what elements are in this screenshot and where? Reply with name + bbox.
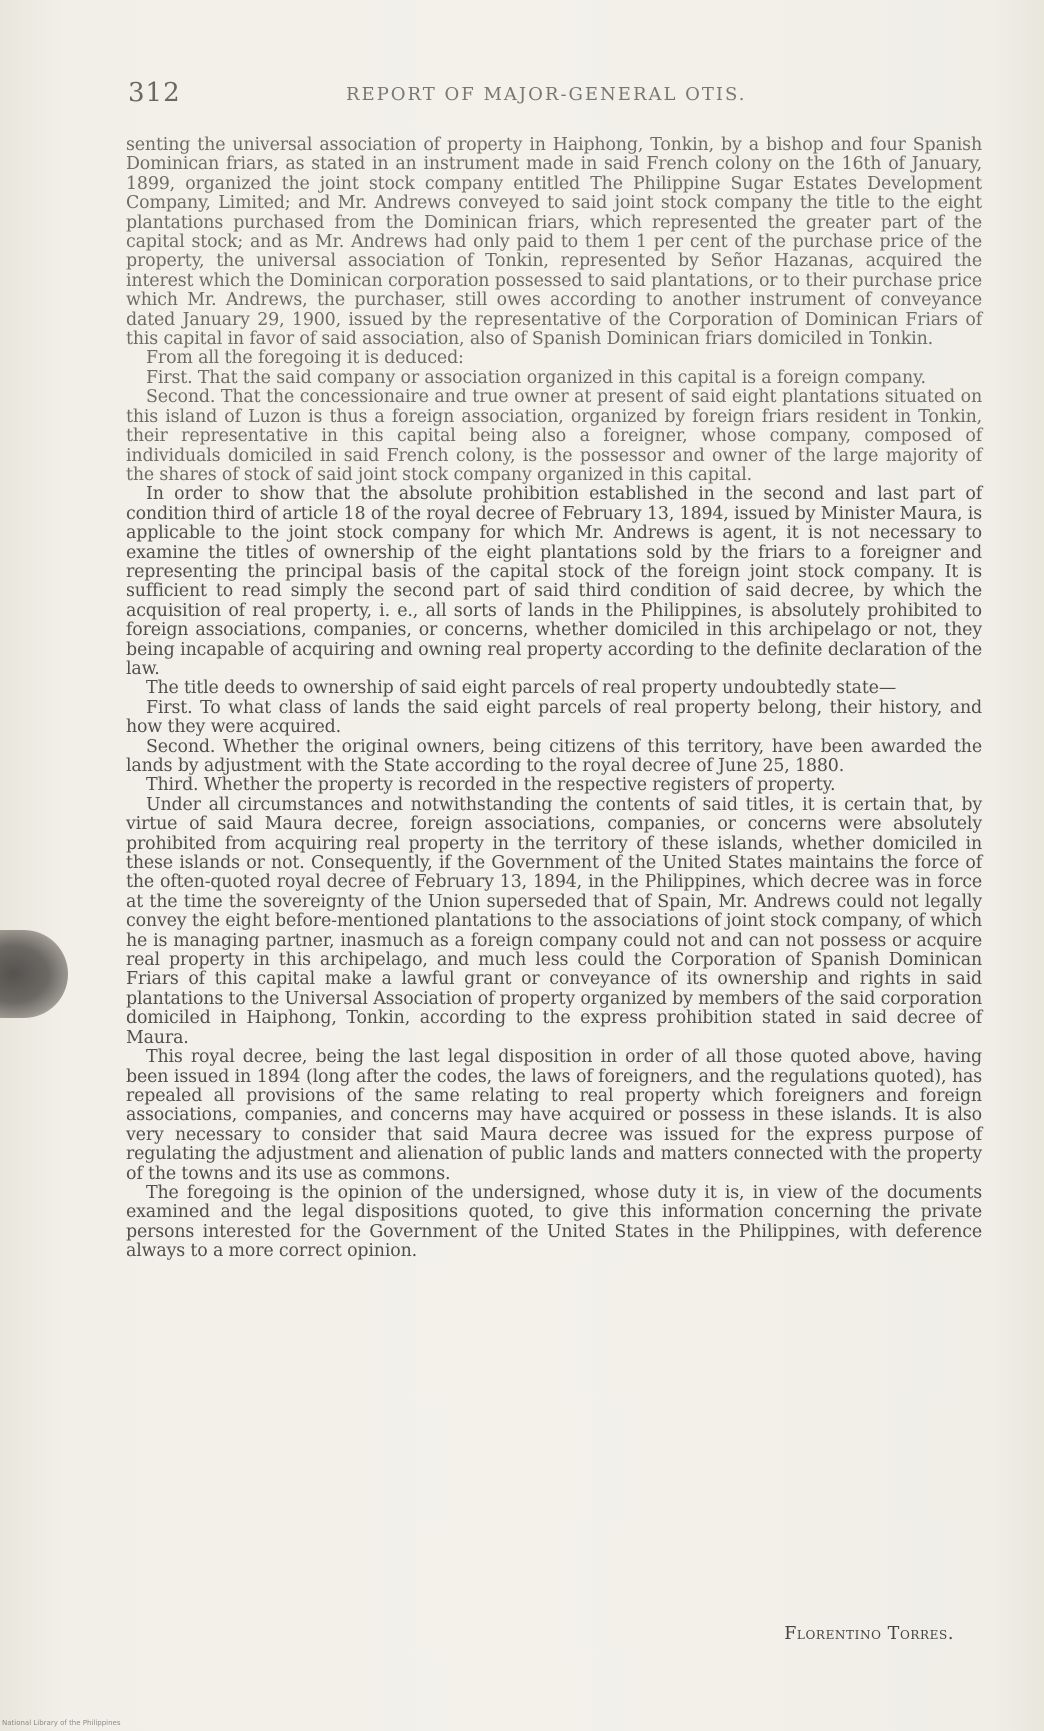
paragraph: Second. That the concessionaire and true owner at present of said eight plantations situated on this island of Luzon is thus a foreign association, organized by foreign friars resident in Tonkin, their representative in this capital being also a foreigner, whose company, composed of individuals domiciled in said French colony, is the possessor and owner of the large majority of the shares of stock of said joint stock company organized in this capital. (126, 387, 982, 485)
paragraph: This royal decree, being the last legal disposition in order of all those quoted above, having been issued in 1894 (long after the codes, the laws of foreigners, and the regulations quoted), has repealed all provisions of the same relating to real property which foreigners and foreign associations, companies, and concerns may have acquired or possess in these islands. It is also very necessary to consider that said Maura decree was issued for the express purpose of regulating the adjustment and alienation of public lands and matters connected with the property of the towns and its use as commons. (126, 1047, 982, 1184)
body-text (126, 136, 982, 1262)
paragraph: From all the foregoing it is deduced: (146, 348, 464, 369)
paragraph: Third. Whether the property is recorded in the respective registers of property. (146, 775, 836, 796)
footer-note: National Library of the Philippines (2, 1719, 121, 1727)
paragraph: senting the universal association of property in Haiphong, Tonkin, by a bishop and four Spanish Dominican friars, as stated in an instrument made in said French colony on the 16th of January, 1899, organized the joint stock company entitled The Philippine Sugar Estates Development Company, Limited; and Mr. Andrews conveyed to said joint stock company the title to the eight plantations purchased from the Dominican friars, which represented the greater part of the capital stock; and as Mr. Andrews had only paid to them 1 per cent of the purchase price of the property, the universal association of Tonkin, represented by Señor Hazanas, acquired the interest which the Dominican corporation possessed to said plantations, or to their purchase price which Mr. Andrews, the purchaser, still owes according to another instrument of conveyance dated January 29, 1900, issued by the representative of the Corporation of Dominican Friars of this capital in favor of said association, also of Spanish Dominican friars domiciled in Tonkin. (126, 135, 982, 350)
running-head: REPORT OF MAJOR-GENERAL OTIS. (346, 84, 747, 105)
paragraph: First. That the said company or association organized in this capital is a foreign company. (146, 367, 926, 388)
page-number: 312 (128, 78, 181, 108)
page-header (128, 78, 978, 114)
signature: Florentino Torres. (784, 1624, 954, 1644)
paragraph: The title deeds to ownership of said eight parcels of real property undoubtedly state— (146, 678, 897, 699)
paragraph: Under all circumstances and notwithstanding the contents of said titles, it is certain that, by virtue of said Maura decree, foreign associations, companies, or concerns were absolutely prohibited from acquiring real property in the territory of these islands, whether domiciled in these islands or not. Consequently, if the Government of the United States maintains the force of the often-quoted royal decree of February 13, 1894, in the Philippines, which decree was in force at the time the sovereignty of the Union superseded that of Spain, Mr. Andrews could not legally convey the eight before-mentioned plantations to the associations of joint stock company, of which he is managing partner, inasmuch as a foreign company could not and can not possess or acquire real property in this archipelago, and much less could the Corporation of Spanish Dominican Friars of this capital make a lawful grant or conveyance of its ownership and rights in said plantations to the Universal Association of property organized by members of the said corporation domiciled in Haiphong, Tonkin, according to the express prohibition stated in said decree of Maura. (126, 794, 982, 1048)
paragraph: The foregoing is the opinion of the undersigned, whose duty it is, in view of the documents examined and the legal dispositions quoted, to give this information concerning the private persons interested for the Government of the United States in the Philippines, with deference always to a more correct opinion. (126, 1182, 982, 1262)
paragraph: In order to show that the absolute prohibition established in the second and last part of condition third of article 18 of the royal decree of February 13, 1894, issued by Minister Maura, is applicable to the joint stock company for which Mr. Andrews is agent, it is not necessary to examine the titles of ownership of the eight plantations sold by the friars to a foreigner and representing the principal basis of the capital stock of the foreign joint stock company. It is sufficient to read simply the second part of said third condition of said decree, by which the acquisition of real property, i. e., all sorts of lands in the Philippines, is absolutely prohibited to foreign associations, companies, or concerns, whether domiciled in this archipelago or not, they being incapable of acquiring and owning real property according to the definite declaration of the law. (126, 484, 982, 679)
paragraph: Second. Whether the original owners, being citizens of this territory, have been awarded the lands by adjustment with the State according to the royal decree of June 25, 1880. (126, 736, 982, 776)
paragraph: First. To what class of lands the said eight parcels of real property belong, their history, and how they were acquired. (126, 697, 982, 738)
scanner-thumb-shadow (0, 930, 68, 1018)
